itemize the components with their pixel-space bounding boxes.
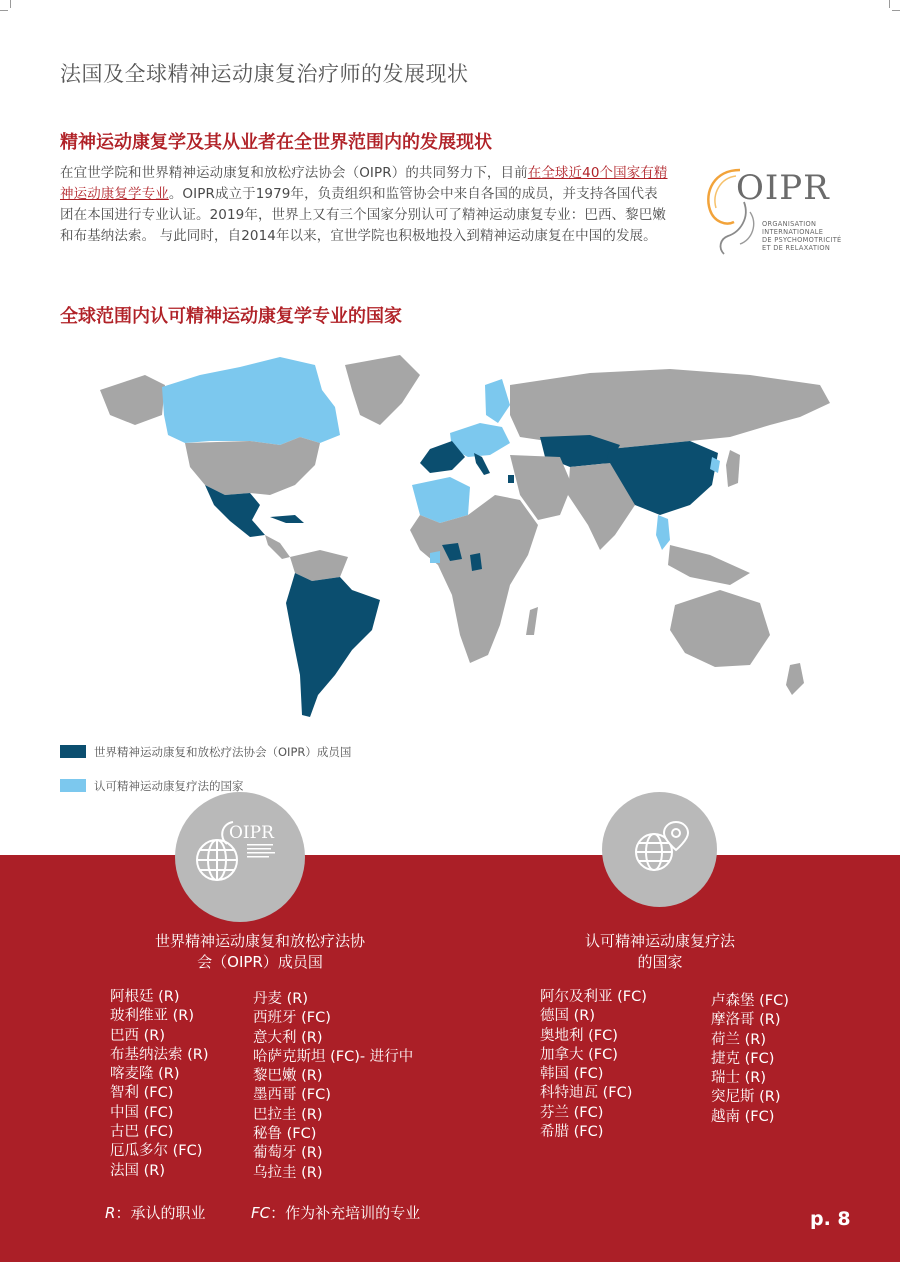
col2-title: 认可精神运动康复疗法 的国家	[584, 932, 735, 971]
list-item: 芬兰 (FC)	[540, 1104, 604, 1121]
legend-label-recognized: 认可精神运动康复疗法的国家	[94, 779, 244, 793]
crop-mark	[0, 10, 8, 11]
legend-swatch-member	[60, 745, 86, 758]
note-fc-text: ：作为补充培训的专业	[270, 1204, 421, 1222]
note-r-key: R	[105, 1204, 116, 1222]
logo-wordmark: OIPR	[736, 168, 830, 208]
list-item: 黎巴嫩 (R)	[253, 1068, 323, 1085]
legend-member	[60, 744, 351, 760]
list-item: 捷克 (FC)	[711, 1050, 775, 1067]
crop-mark	[10, 0, 11, 8]
list-item: 希腊 (FC)	[540, 1124, 604, 1141]
list-item: 意大利 (R)	[253, 1029, 323, 1046]
intro-text-start: 在宜世学院和世界精神运动康复和放松疗法协会（OIPR）的共同努力下，目前	[60, 165, 528, 181]
map-alaska	[100, 375, 165, 425]
list-item: 德国 (R)	[540, 1008, 595, 1025]
map-africa	[410, 495, 538, 663]
map-madagascar	[526, 607, 538, 635]
list-item: 奥地利 (FC)	[540, 1027, 618, 1044]
oipr-globe-circle	[175, 792, 305, 922]
map-scandinavia	[485, 379, 510, 423]
intro-text-end: 。OIPR成立于1979年，负责组织和监管协会中来自各国的成员，并支持各国代表团在本国进行专业认证。2019年，世界上又有三个国家分别认可了精神运动康复专业：巴西、黎巴嫩和布基纳法索。 与此同时，自2014年以来，宜世学院也积极地投入到精神运动康复在中国的发展。	[60, 186, 666, 244]
world-map	[90, 345, 840, 730]
list-item: 乌拉圭 (R)	[253, 1164, 323, 1181]
legend-label-member: 世界精神运动康复和放松疗法协会（OIPR）成员国	[94, 745, 352, 759]
map-usa	[185, 437, 320, 495]
list-item: 葡萄牙 (R)	[253, 1145, 323, 1162]
list-item: 古巴 (FC)	[110, 1124, 174, 1141]
list-item: 科特迪瓦 (FC)	[540, 1085, 633, 1102]
list-item: 哈萨克斯坦 (FC)- 进行中	[253, 1048, 414, 1065]
list-item: 韩国 (FC)	[540, 1066, 604, 1083]
intro-paragraph	[60, 163, 670, 247]
crop-mark	[889, 0, 890, 8]
list-item: 厄瓜多尔 (FC)	[110, 1143, 203, 1160]
list-item: 阿根廷 (R)	[110, 989, 180, 1005]
map-cameroon	[470, 553, 482, 571]
oipr-logo	[700, 162, 850, 258]
list-item: 墨西哥 (FC)	[253, 1087, 331, 1104]
intro-highlight: 在全球近40个国家有精神运动康复学专业	[60, 165, 668, 202]
list-item: 喀麦隆 (R)	[110, 1066, 180, 1083]
list-item: 巴拉圭 (R)	[253, 1106, 323, 1123]
note-r-text: ：承认的职业	[115, 1204, 206, 1222]
map-australia	[670, 590, 770, 667]
map-italy	[474, 453, 490, 475]
col2-list-b	[711, 992, 789, 1127]
logo-subtitle: ORGANISATION INTERNATIONALE DE PSYCHOMOTRICITÉ ET DE RELAXATION	[762, 220, 842, 252]
map-japan	[726, 450, 740, 487]
map-lebanon	[508, 475, 514, 483]
col1-list-a	[110, 988, 209, 1181]
circle-oipr-text: OIPR	[229, 823, 274, 843]
col1-list-b	[253, 990, 413, 1183]
list-item: 摩洛哥 (R)	[711, 1012, 781, 1029]
list-item: 秘鲁 (FC)	[253, 1126, 317, 1143]
list-item: 玻利维亚 (R)	[110, 1008, 194, 1025]
map-vietnam	[656, 515, 670, 550]
list-item: 加拿大 (FC)	[540, 1046, 618, 1063]
page-number: p. 8	[810, 1208, 851, 1230]
col1-title: 世界精神运动康复和放松疗法协 会（OIPR）成员国	[154, 932, 365, 971]
crop-mark	[892, 10, 900, 11]
list-item: 西班牙 (FC)	[253, 1010, 331, 1027]
map-greenland	[345, 355, 420, 425]
globe-pin-icon	[602, 792, 717, 907]
map-ivory-coast	[430, 551, 440, 563]
section-title-development: 精神运动康复学及其从业者在全世界范围内的发展现状	[60, 132, 492, 153]
map-cuba	[270, 515, 304, 523]
list-item: 卢森堡 (FC)	[711, 993, 789, 1009]
map-new-zealand	[786, 663, 804, 695]
col2-list-a	[540, 988, 647, 1142]
map-south-america-members	[286, 573, 380, 717]
section-title-countries: 全球范围内认可精神运动康复学专业的国家	[60, 306, 402, 327]
abbreviation-notes	[105, 1202, 420, 1223]
map-central-america	[265, 535, 290, 559]
map-canada	[162, 357, 340, 445]
location-globe-circle	[602, 792, 717, 907]
list-item: 法国 (R)	[110, 1162, 165, 1179]
page-header: 法国及全球精神运动康复治疗师的发展现状	[60, 62, 469, 86]
legend-swatch-recognized	[60, 779, 86, 792]
note-fc-key: FC	[251, 1204, 271, 1222]
list-item: 布基纳法索 (R)	[110, 1046, 209, 1063]
globe-icon	[175, 792, 305, 922]
map-southeast-asia	[668, 545, 750, 585]
list-item: 智利 (FC)	[110, 1085, 174, 1102]
list-item: 巴西 (R)	[110, 1027, 165, 1044]
list-item: 突尼斯 (R)	[711, 1089, 781, 1106]
list-item: 丹麦 (R)	[253, 991, 308, 1007]
list-item: 荷兰 (R)	[711, 1031, 766, 1048]
list-item: 中国 (FC)	[110, 1104, 174, 1121]
list-item: 阿尔及利亚 (FC)	[540, 989, 647, 1005]
list-item: 瑞士 (R)	[711, 1070, 766, 1087]
list-item: 越南 (FC)	[711, 1108, 775, 1125]
